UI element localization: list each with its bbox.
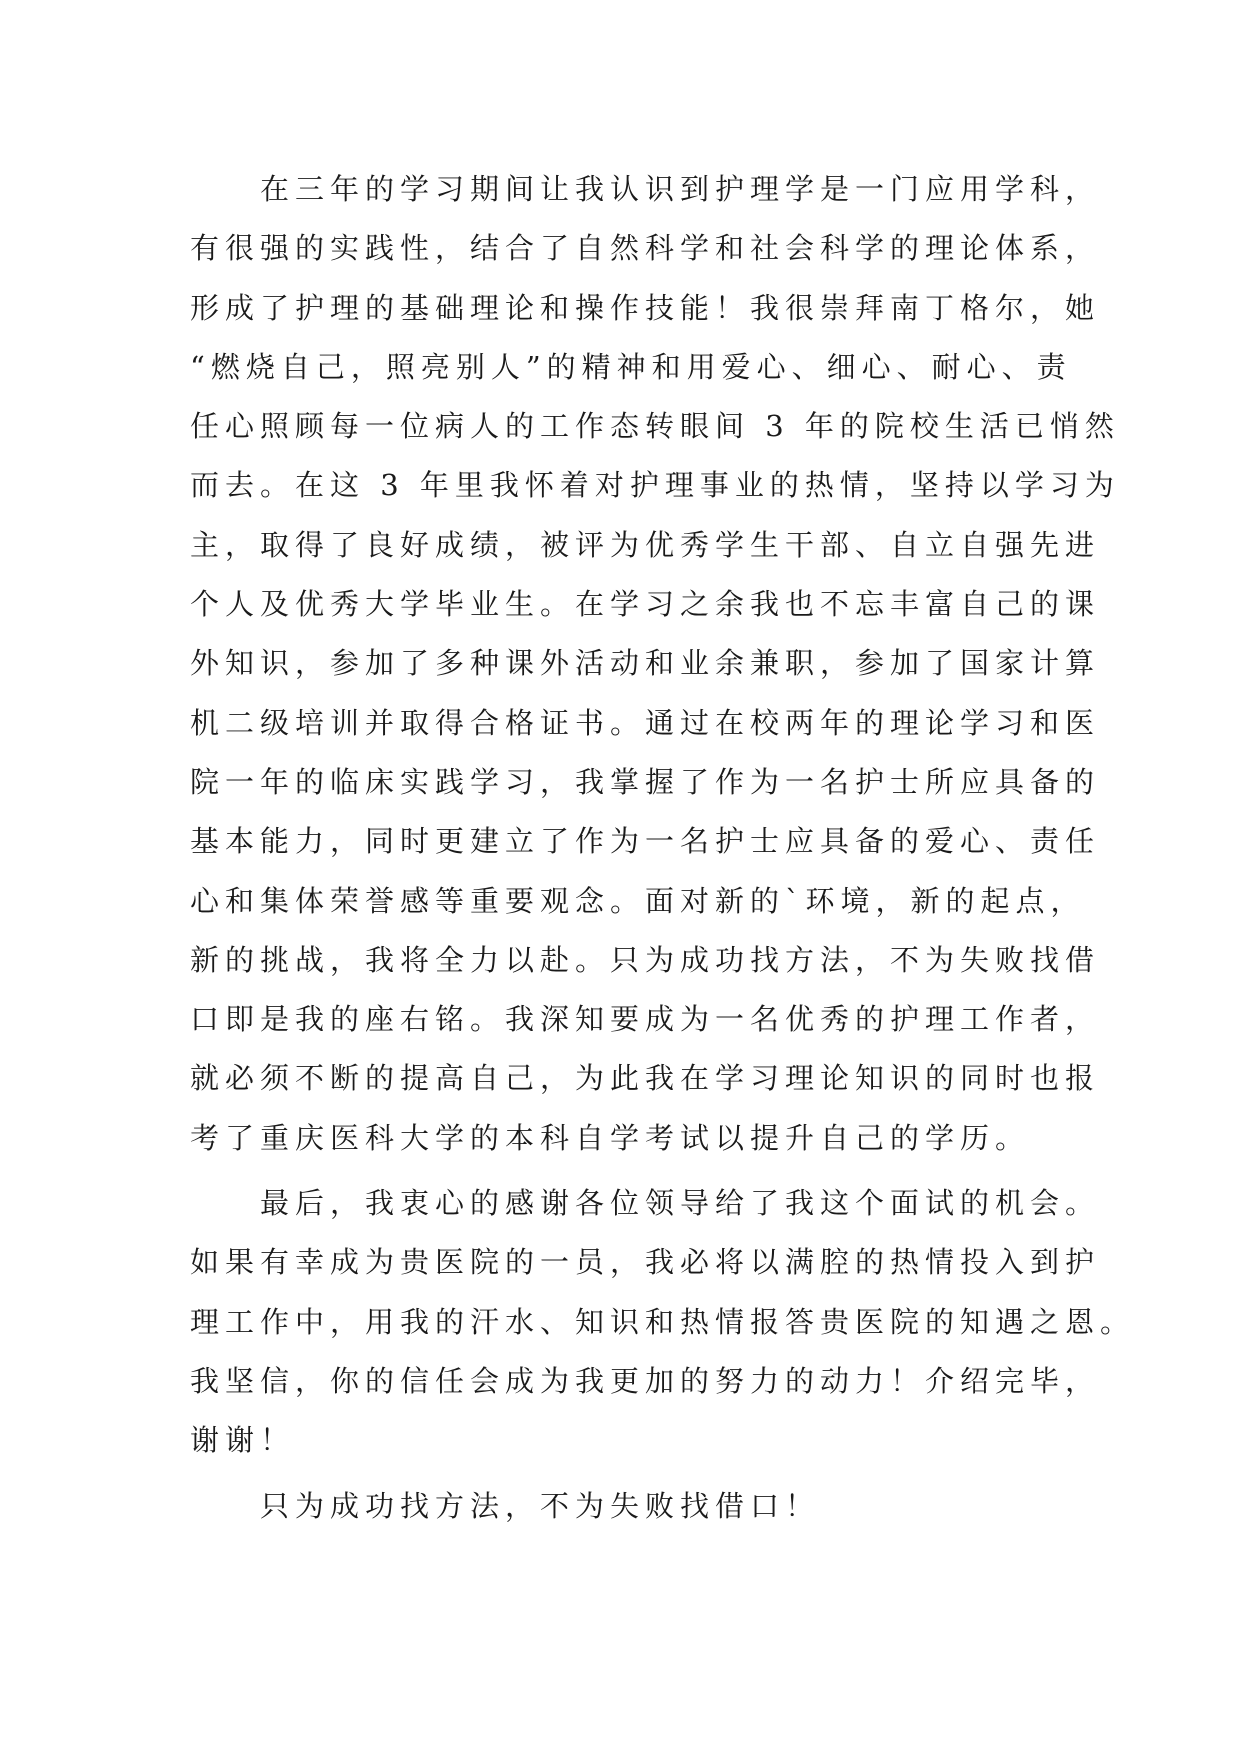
- text-line: 任心照顾每一位病人的工作态转眼间 3 年的院校生活已悄然: [190, 409, 1120, 444]
- text-line: 就必须不断的提高自己，为此我在学习理论知识的同时也报: [190, 1061, 1101, 1096]
- text-line: 院一年的临床实践学习，我掌握了作为一名护士所应具备的: [190, 764, 1101, 799]
- text-line: 而去。在这 3 年里我怀着对护理事业的热情，坚持以学习为: [190, 468, 1120, 503]
- paragraph-closing-thanks: [190, 1174, 1136, 1470]
- text-line: 理工作中，用我的汗水、知识和热情报答贵医院的知遇之恩。: [190, 1304, 1136, 1339]
- text-line: 最后，我衷心的感谢各位领导给了我这个面试的机会。: [260, 1186, 1101, 1221]
- paragraph-self-introduction: [190, 160, 1120, 1168]
- text-line: 个人及优秀大学毕业生。在学习之余我也不忘丰富自己的课: [190, 587, 1101, 622]
- text-line: “燃烧自己，照亮别人”的精神和用爱心、细心、耐心、责: [190, 349, 1072, 384]
- text-line: 在三年的学习期间让我认识到护理学是一门应用学科，: [260, 172, 1101, 206]
- text-line: 新的挑战，我将全力以赴。只为成功找方法，不为失败找借: [190, 942, 1101, 977]
- text-line: 谢谢！: [190, 1423, 296, 1458]
- text-line: 心和集体荣誉感等重要观念。面对新的`环境，新的起点，: [190, 883, 1086, 918]
- text-line: 只为成功找方法，不为失败找借口！: [260, 1488, 821, 1523]
- text-line: 主，取得了良好成绩，被评为优秀学生干部、自立自强先进: [190, 527, 1101, 562]
- text-line: 外知识，参加了多种课外活动和业余兼职，参加了国家计算: [190, 646, 1101, 681]
- paragraph-motto: [190, 1477, 1070, 1536]
- text-line: 机二级培训并取得合格证书。通过在校两年的理论学习和医: [190, 705, 1101, 740]
- text-line: 形成了护理的基础理论和操作技能！我很崇拜南丁格尔，她: [190, 290, 1101, 325]
- text-line: 口即是我的座右铭。我深知要成为一名优秀的护理工作者，: [190, 1002, 1101, 1037]
- text-line: 我坚信，你的信任会成为我更加的努力的动力！介绍完毕，: [190, 1363, 1101, 1398]
- text-line: 如果有幸成为贵医院的一员，我必将以满腔的热情投入到护: [190, 1245, 1101, 1280]
- text-line: 有很强的实践性，结合了自然科学和社会科学的理论体系，: [190, 231, 1101, 266]
- text-line: 考了重庆医科大学的本科自学考试以提升自己的学历。: [190, 1120, 1031, 1155]
- document-body: [190, 160, 1136, 1536]
- text-line: 基本能力，同时更建立了作为一名护士应具备的爱心、责任: [190, 824, 1101, 859]
